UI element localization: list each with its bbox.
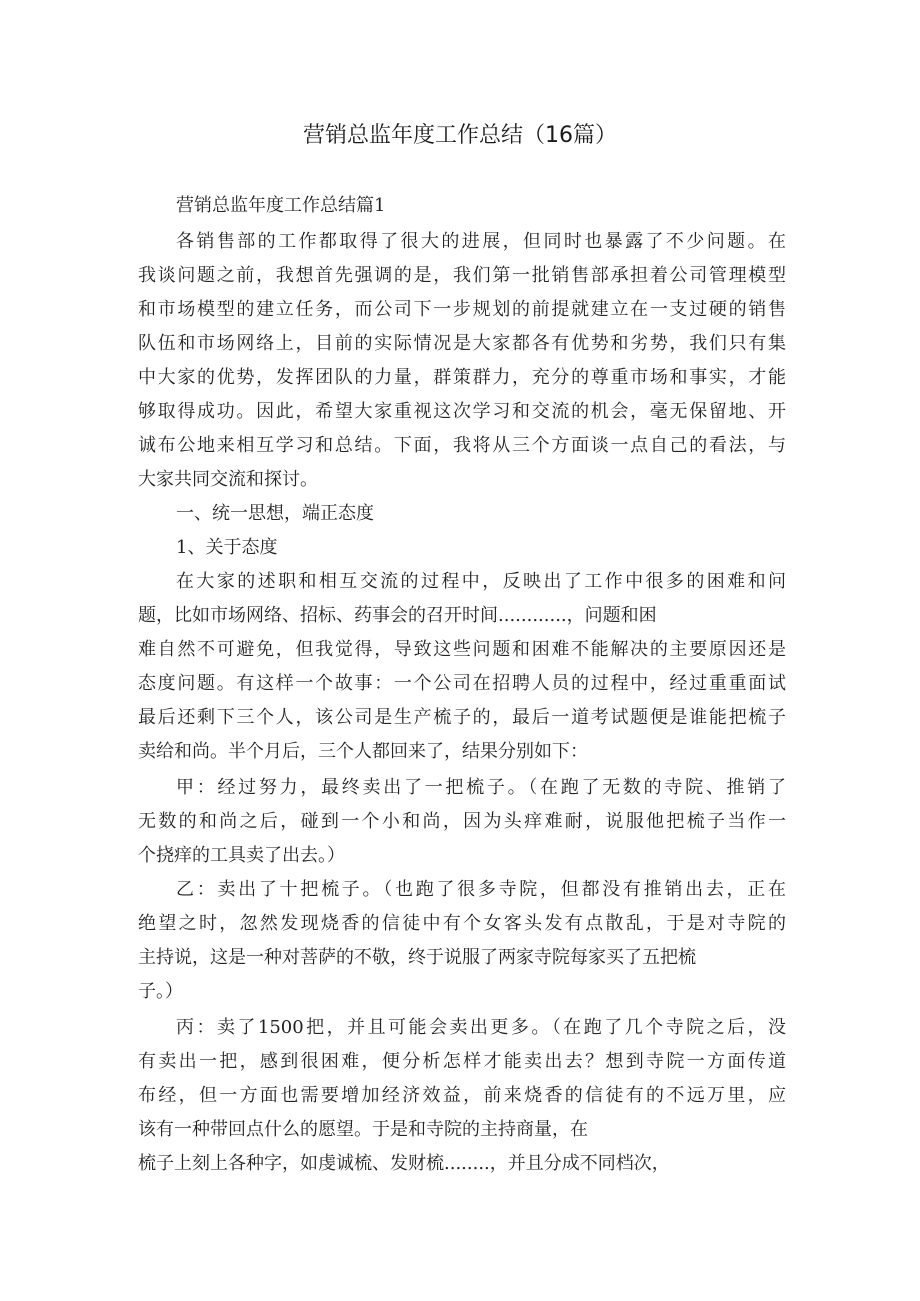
paragraph-line: 无数的和尚之后，碰到一个小和尚，因为头痒难耐，说服他把梳子当作一 — [138, 811, 786, 832]
paragraph-line: 大家共同交流和探讨。 — [138, 469, 318, 490]
paragraph-line: 梳子上刻上各种字，如虔诚梳、发财梳........，并且分成不同档次， — [138, 1153, 670, 1174]
paragraph-line: 有卖出一把，感到很困难，便分析怎样才能卖出去？想到寺院一方面传道 — [138, 1051, 786, 1072]
paragraph-line: 够取得成功。因此，希望大家重视这次学习和交流的机会，毫无保留地、开 — [138, 401, 786, 422]
paragraph-line: 和市场模型的建立任务，而公司下一步规划的前提就建立在一支过硬的销售 — [138, 299, 786, 320]
subsection-heading: 1、关于态度 — [176, 537, 278, 558]
paragraph-line: 乙：卖出了十把梳子。（也跑了很多寺院，但都没有推销出去，正在 — [176, 879, 786, 900]
document-title: 营销总监年度工作总结（16篇） — [303, 123, 617, 148]
paragraph-line: 主持说，这是一种对菩萨的不敬，终于说服了两家寺院每家买了五把梳 — [138, 947, 696, 968]
section-heading: 一、统一思想，端正态度 — [176, 503, 374, 524]
section-heading: 营销总监年度工作总结篇1 — [176, 195, 386, 216]
paragraph-line: 我谈问题之前，我想首先强调的是，我们第一批销售部承担着公司管理模型 — [138, 265, 786, 286]
paragraph-line: 该有一种带回点什么的愿望。于是和寺院的主持商量，在 — [138, 1119, 588, 1140]
paragraph-line: 个挠痒的工具卖了出去。） — [138, 845, 345, 866]
paragraph-line: 各销售部的工作都取得了很大的进展，但同时也暴露了不少问题。在 — [176, 231, 786, 252]
paragraph-line: 绝望之时，忽然发现烧香的信徒中有个女客头发有点散乱，于是对寺院的 — [138, 913, 786, 934]
paragraph-line: 丙：卖了1500把，并且可能会卖出更多。（在跑了几个寺院之后，没 — [176, 1017, 786, 1038]
paragraph-line: 题，比如市场网络、招标、药事会的召开时间............，问题和困 — [138, 605, 657, 626]
paragraph-line: 布经，但一方面也需要增加经济效益，前来烧香的信徒有的不远万里，应 — [138, 1085, 786, 1106]
paragraph-line: 诚布公地来相互学习和总结。下面，我将从三个方面谈一点自己的看法，与 — [138, 435, 786, 456]
paragraph-line: 队伍和市场网络上，目前的实际情况是大家都各有优势和劣势，我们只有集 — [138, 333, 786, 354]
paragraph-line: 卖给和尚。半个月后，三个人都回来了，结果分别如下： — [138, 741, 588, 762]
paragraph-line: 中大家的优势，发挥团队的力量，群策群力，充分的尊重市场和事实，才能 — [138, 367, 786, 388]
paragraph-line: 最后还剩下三个人，该公司是生产梳子的，最后一道考试题便是谁能把梳子 — [138, 707, 786, 728]
paragraph-line: 难自然不可避免，但我觉得，导致这些问题和困难不能解决的主要原因还是 — [138, 639, 786, 660]
paragraph-line: 子。） — [138, 981, 183, 1002]
paragraph-line: 态度问题。有这样一个故事：一个公司在招聘人员的过程中，经过重重面试 — [138, 673, 786, 694]
paragraph-line: 甲：经过努力，最终卖出了一把梳子。（在跑了无数的寺院、推销了 — [176, 777, 786, 798]
paragraph-line: 在大家的述职和相互交流的过程中，反映出了工作中很多的困难和问 — [176, 571, 786, 592]
